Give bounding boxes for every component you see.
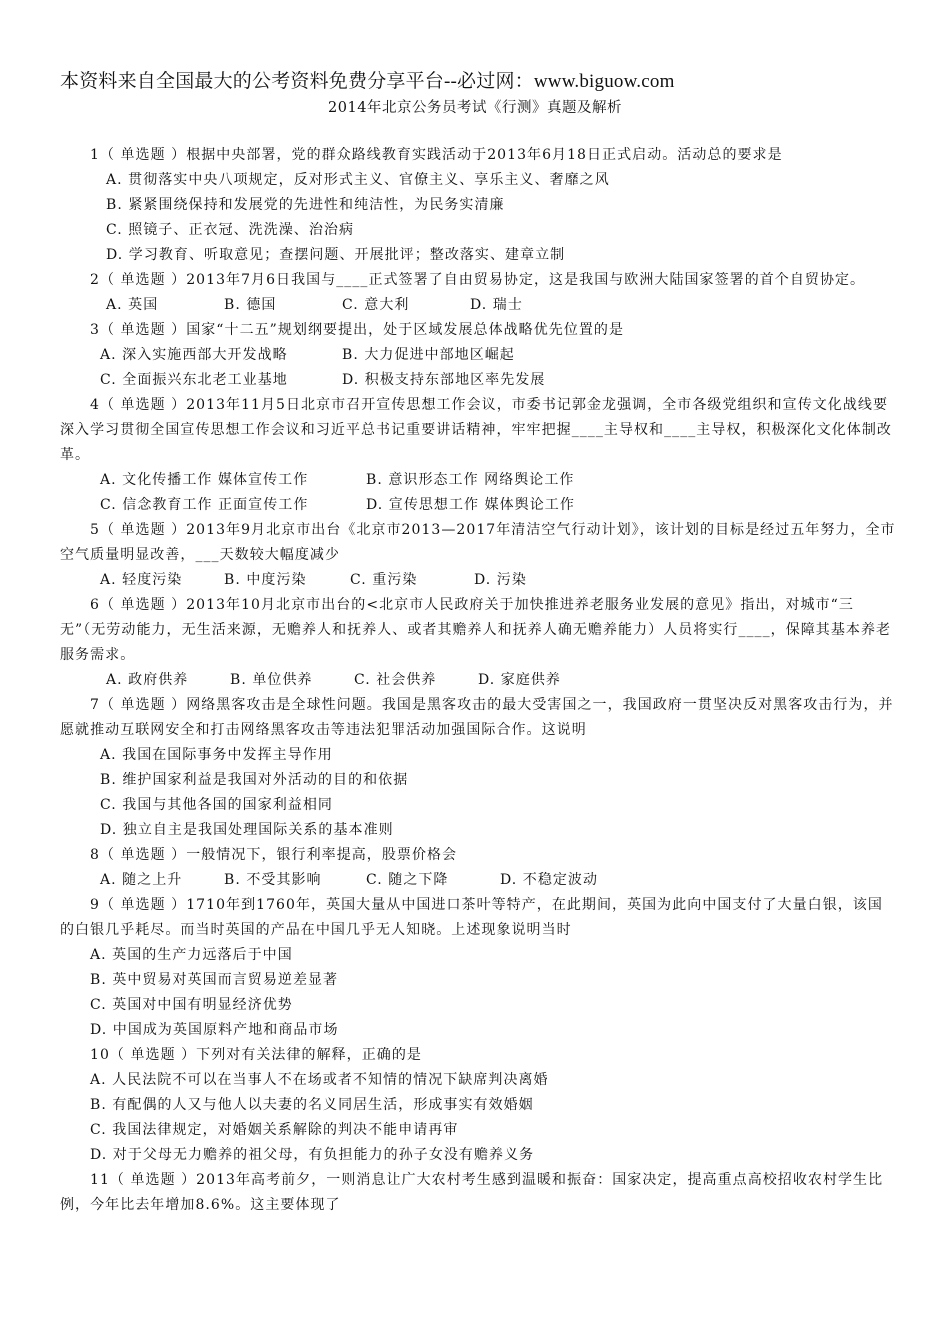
question-list: [60, 143, 896, 1218]
page-title: 2014年北京公务员考试《行测》真题及解析: [328, 100, 622, 116]
question-6-option-c: C. 社会供养: [354, 672, 437, 688]
question-3-options-row-1: [60, 343, 896, 368]
question-8-options: [60, 868, 896, 893]
question-7-option-c: C. 我国与其他各国的国家利益相同: [100, 797, 333, 813]
question-2-option-a: A. 英国: [106, 297, 159, 313]
question-6-option-a: A. 政府供养: [106, 672, 189, 688]
question-1-stem: 1（ 单选题 ）根据中央部署，党的群众路线教育实践活动于2013年6月18日正式启动。活动总的要求是: [90, 147, 783, 163]
question-6-options: [60, 668, 896, 693]
question-2-option-d: D. 瑞士: [470, 297, 523, 313]
question-1-option-c: C. 照镜子、正衣冠、洗洗澡、治治病: [106, 222, 355, 238]
question-10-option-d: D. 对于父母无力赡养的祖父母，有负担能力的孙子女没有赡养义务: [90, 1147, 535, 1163]
question-9-option-c: C. 英国对中国有明显经济优势: [90, 997, 293, 1013]
question-4-option-d: D. 宣传思想工作 媒体舆论工作: [366, 497, 575, 513]
question-3-stem: 3（ 单选题 ）国家“十二五”规划纲要提出，处于区域发展总体战略优先位置的是: [90, 322, 625, 338]
question-6-option-d: D. 家庭供养: [478, 672, 561, 688]
source-banner: 本资料来自全国最大的公考资料免费分享平台--必过网：www.biguow.com: [60, 71, 675, 92]
question-7-option-a: A. 我国在国际事务中发挥主导作用: [100, 747, 333, 763]
question-5-options: [60, 568, 896, 593]
question-3-options-row-2: [60, 368, 896, 393]
question-4-option-a: A. 文化传播工作 媒体宣传工作: [100, 472, 309, 488]
question-3-option-d: D. 积极支持东部地区率先发展: [342, 372, 546, 388]
question-5-option-c: C. 重污染: [350, 572, 418, 588]
question-9-option-a: A. 英国的生产力远落后于中国: [90, 947, 293, 963]
question-9-stem: 9（ 单选题 ）1710年到1760年，英国大量从中国进口茶叶等特产，在此期间，英国为此向中国支付了大量白银，该国的白银几乎耗尽。而当时英国的产品在中国几乎无人知晓。上述现象说明当时: [60, 897, 883, 938]
question-10-option-b: B. 有配偶的人又与他人以夫妻的名义同居生活，形成事实有效婚姻: [90, 1097, 534, 1113]
question-2-option-b: B. 德国: [224, 297, 277, 313]
question-5-stem: 5（ 单选题 ）2013年9月北京市出台《北京市2013—2017年清洁空气行动计划》，该计划的目标是经过五年努力，全市空气质量明显改善，___天数较大幅度减少: [60, 522, 896, 563]
question-8-option-d: D. 不稳定波动: [500, 872, 599, 888]
question-8-option-b: B. 不受其影响: [224, 872, 322, 888]
question-8-stem: 8（ 单选题 ）一般情况下，银行利率提高，股票价格会: [90, 847, 458, 863]
question-5-option-d: D. 污染: [474, 572, 527, 588]
question-2-option-c: C. 意大利: [342, 297, 410, 313]
question-7-option-b: B. 维护国家利益是我国对外活动的目的和依据: [100, 772, 409, 788]
question-4-option-c: C. 信念教育工作 正面宣传工作: [100, 497, 309, 513]
question-10-stem: 10（ 单选题 ）下列对有关法律的解释，正确的是: [90, 1047, 422, 1063]
question-7-option-d: D. 独立自主是我国处理国际关系的基本准则: [100, 822, 394, 838]
question-3-option-b: B. 大力促进中部地区崛起: [342, 347, 515, 363]
question-10-option-c: C. 我国法律规定，对婚姻关系解除的判决不能申请再审: [90, 1122, 459, 1138]
question-1-option-a: A. 贯彻落实中央八项规定，反对形式主义、官僚主义、享乐主义、奢靡之风: [106, 172, 610, 188]
question-11-stem: 11（ 单选题 ）2013年高考前夕，一则消息让广大农村考生感到温暖和振奋：国家决定，提高重点高校招收农村学生比例，今年比去年增加8.6%。这主要体现了: [60, 1172, 884, 1213]
question-4-option-b: B. 意识形态工作 网络舆论工作: [366, 472, 575, 488]
question-6-option-b: B. 单位供养: [230, 672, 313, 688]
question-4-stem: 4（ 单选题 ）2013年11月5日北京市召开宣传思想工作会议，市委书记郭金龙强调，全市各级党组织和宣传文化战线要深入学习贯彻全国宣传思想工作会议和习近平总书记重要讲话精神，牢牢把握____主导权和____主导权，积极深化文化体制改革。: [60, 397, 892, 463]
question-4-options-row-1: [60, 468, 896, 493]
question-6-stem: 6（ 单选题 ）2013年10月北京市出台的<北京市人民政府关于加快推进养老服务业发展的意见》指出，对城市“三无”（无劳动能力，无生活来源，无赡养人和抚养人、或者其赡养人和抚养人确无赡养能力）人员将实行____，保障其基本养老服务需求。: [60, 597, 892, 663]
question-1-option-b: B. 紧紧围绕保持和发展党的先进性和纯洁性，为民务实清廉: [106, 197, 505, 213]
question-9-option-d: D. 中国成为英国原料产地和商品市场: [90, 1022, 339, 1038]
question-3-option-a: A. 深入实施西部大开发战略: [100, 347, 288, 363]
question-3-option-c: C. 全面振兴东北老工业基地: [100, 372, 288, 388]
question-8-option-a: A. 随之上升: [100, 872, 183, 888]
question-10-option-a: A. 人民法院不可以在当事人不在场或者不知情的情况下缺席判决离婚: [90, 1072, 549, 1088]
question-9-option-b: B. 英中贸易对英国而言贸易逆差显著: [90, 972, 339, 988]
question-1-option-d: D. 学习教育、听取意见；查摆问题、开展批评；整改落实、建章立制: [106, 247, 566, 263]
question-5-option-b: B. 中度污染: [224, 572, 307, 588]
question-2-stem: 2（ 单选题 ）2013年7月6日我国与____正式签署了自由贸易协定，这是我国与欧洲大陆国家签署的首个自贸协定。: [90, 272, 866, 288]
question-4-options-row-2: [60, 493, 896, 518]
question-8-option-c: C. 随之下降: [366, 872, 449, 888]
question-7-stem: 7（ 单选题 ）网络黑客攻击是全球性问题。我国是黑客攻击的最大受害国之一，我国政府一贯坚决反对黑客攻击行为，并愿就推动互联网安全和打击网络黑客攻击等违法犯罪活动加强国际合作。这说明: [60, 697, 894, 738]
question-5-option-a: A. 轻度污染: [100, 572, 183, 588]
question-2-options: [60, 293, 896, 318]
